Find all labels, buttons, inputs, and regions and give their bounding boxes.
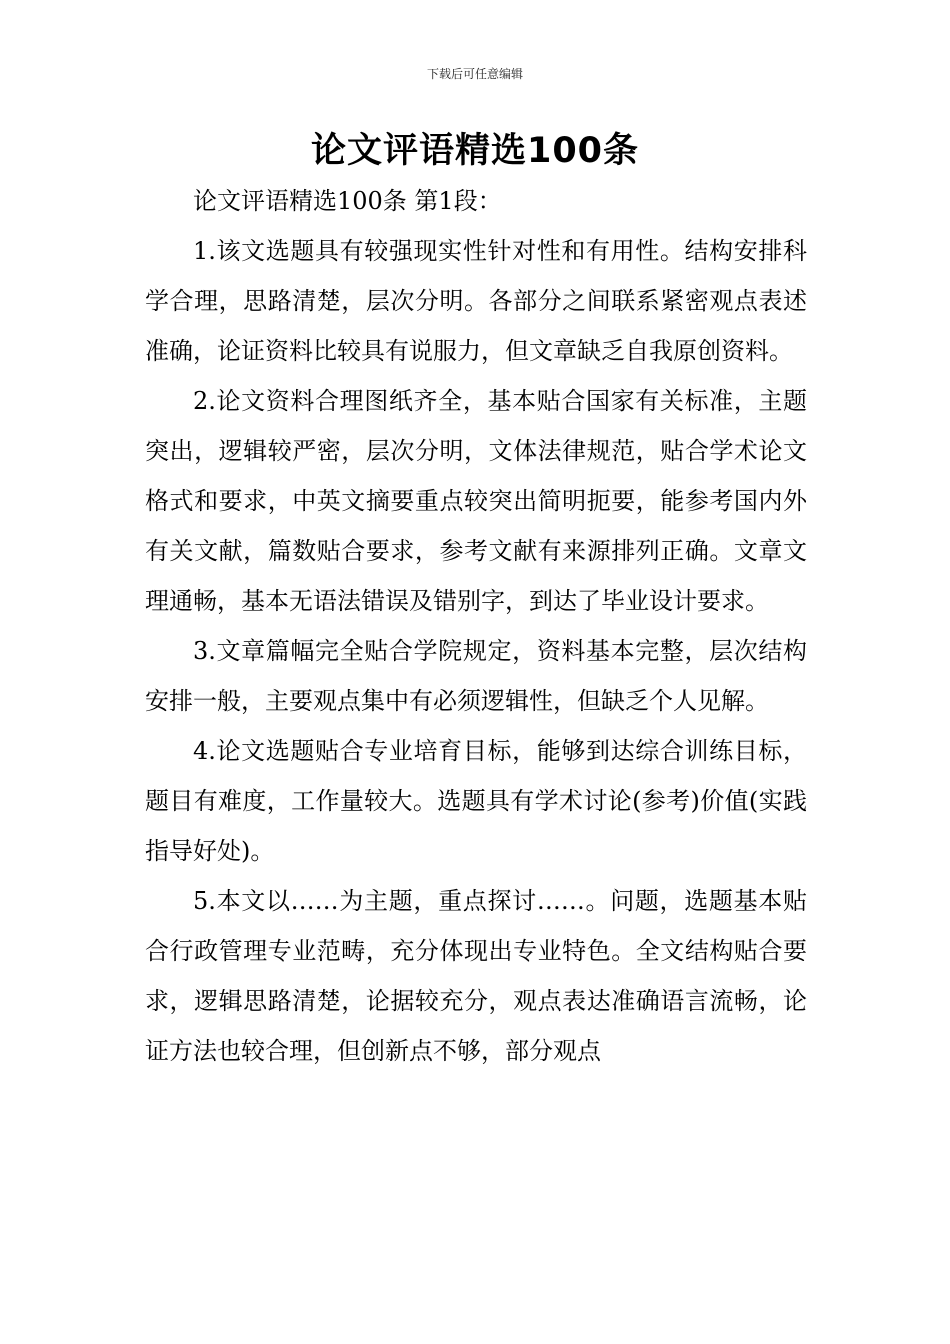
section-intro: 论文评语精选100条 第1段：: [193, 187, 502, 215]
document-title: 论文评语精选100条: [310, 131, 640, 171]
comment-paragraph-1: 1.该文选题具有较强现实性针对性和有用性。结构安排科学合理，思路清楚，层次分明。各部分之间联系紧密观点表述准确，论证资料比较具有说服力，但文章缺乏自我原创资料。: [145, 237, 807, 365]
comment-paragraph-2: 2.论文资料合理图纸齐全，基本贴合国家有关标准，主题突出，逻辑较严密，层次分明，文体法律规范，贴合学术论文格式和要求，中英文摘要重点较突出简明扼要，能参考国内外有关文献，篇数贴合要求，参考文献有来源排列正确。文章文理通畅，基本无语法错误及错别字，到达了毕业设计要求。: [145, 387, 807, 615]
comment-paragraph-5: 5.本文以……为主题，重点探讨……。问题，选题基本贴合行政管理专业范畴，充分体现出专业特色。全文结构贴合要求，逻辑思路清楚，论据较充分，观点表达准确语言流畅，论证方法也较合理，但创新点不够，部分观点: [145, 887, 807, 1065]
comment-paragraph-3: 3.文章篇幅完全贴合学院规定，资料基本完整，层次结构安排一般，主要观点集中有必须逻辑性，但缺乏个人见解。: [145, 637, 807, 715]
document-body: [145, 176, 807, 1076]
header-note: 下载后可任意编辑: [426, 67, 523, 81]
comment-paragraph-4: 4.论文选题贴合专业培育目标，能够到达综合训练目标，题目有难度，工作量较大。选题具有学术讨论(参考)价值(实践指导好处)。: [145, 737, 807, 865]
